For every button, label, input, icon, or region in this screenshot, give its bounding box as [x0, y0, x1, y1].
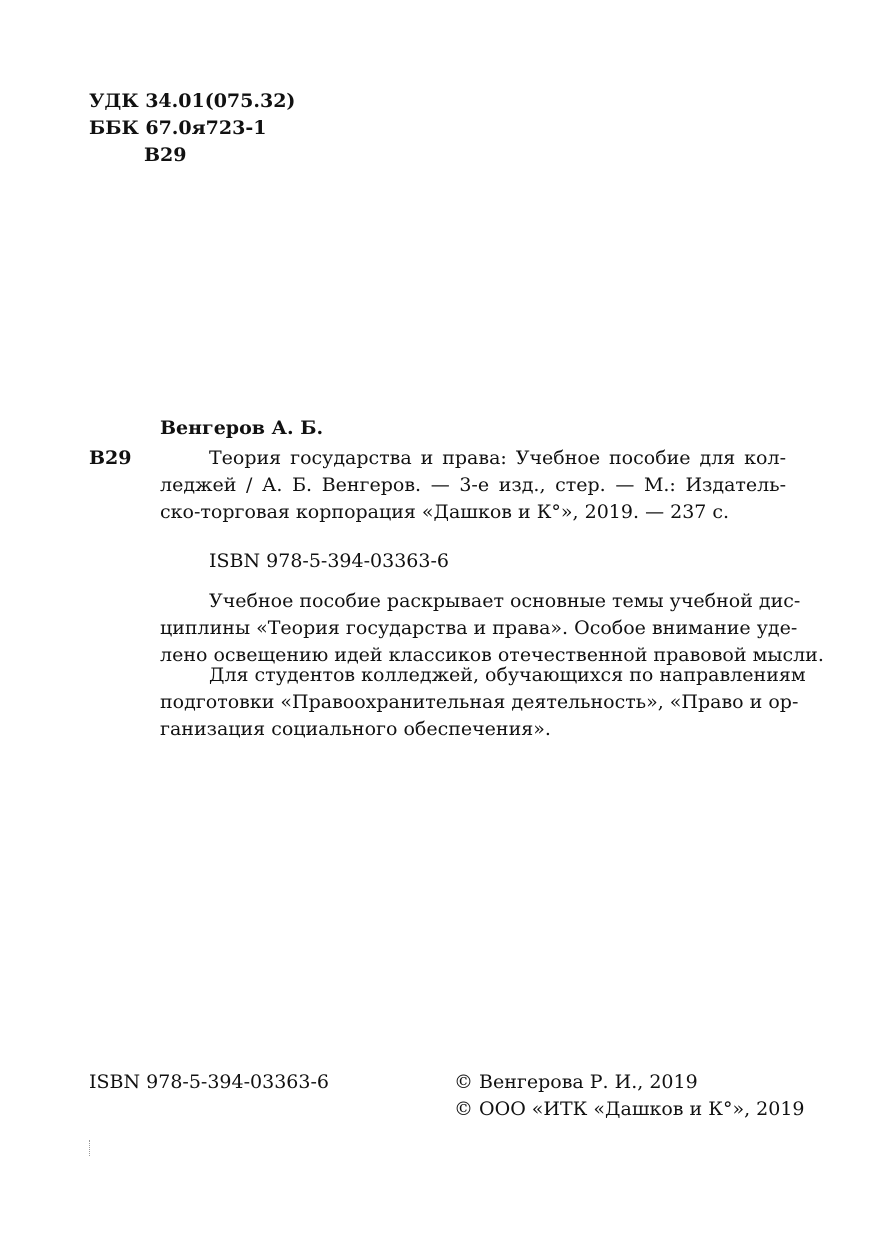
annotation-line: подготовки «Правоохранительная деятельность», «Право и ор-: [160, 691, 799, 713]
annotation-line: лено освещению идей классиков отечественной правовой мысли.: [160, 644, 824, 666]
author-sign-top: В29: [144, 144, 187, 166]
bibliographic-description-line: леджей / А. Б. Венгеров. — 3-е изд., стер. — М.: Издатель-: [160, 474, 786, 496]
author-heading: Венгеров А. Б.: [160, 417, 324, 439]
isbn-footer: ISBN 978-5-394-03363-6: [89, 1071, 329, 1093]
bbk-code: ББК 67.0я723-1: [89, 117, 267, 139]
annotation-line: Учебное пособие раскрывает основные темы учебной дис-: [209, 590, 801, 612]
annotation-line: ганизация социального обеспечения».: [160, 718, 551, 740]
udk-code: УДК 34.01(075.32): [89, 90, 296, 112]
copyright-author: © Венгерова Р. И., 2019: [454, 1071, 698, 1093]
annotation-line: циплины «Теория государства и права». Особое внимание уде-: [160, 617, 798, 639]
bibliographic-description-line: Теория государства и права: Учебное пособие для кол-: [209, 447, 786, 469]
annotation-line: Для студентов колледжей, обучающихся по направлениям: [209, 664, 806, 686]
author-sign-side: В29: [89, 447, 132, 469]
crop-mark: [89, 1140, 91, 1156]
isbn-main: ISBN 978-5-394-03363-6: [209, 550, 449, 572]
bibliographic-description-line: ско-торговая корпорация «Дашков и К°», 2019. — 237 с.: [160, 501, 730, 523]
copyright-publisher: © ООО «ИТК «Дашков и К°», 2019: [454, 1098, 805, 1120]
